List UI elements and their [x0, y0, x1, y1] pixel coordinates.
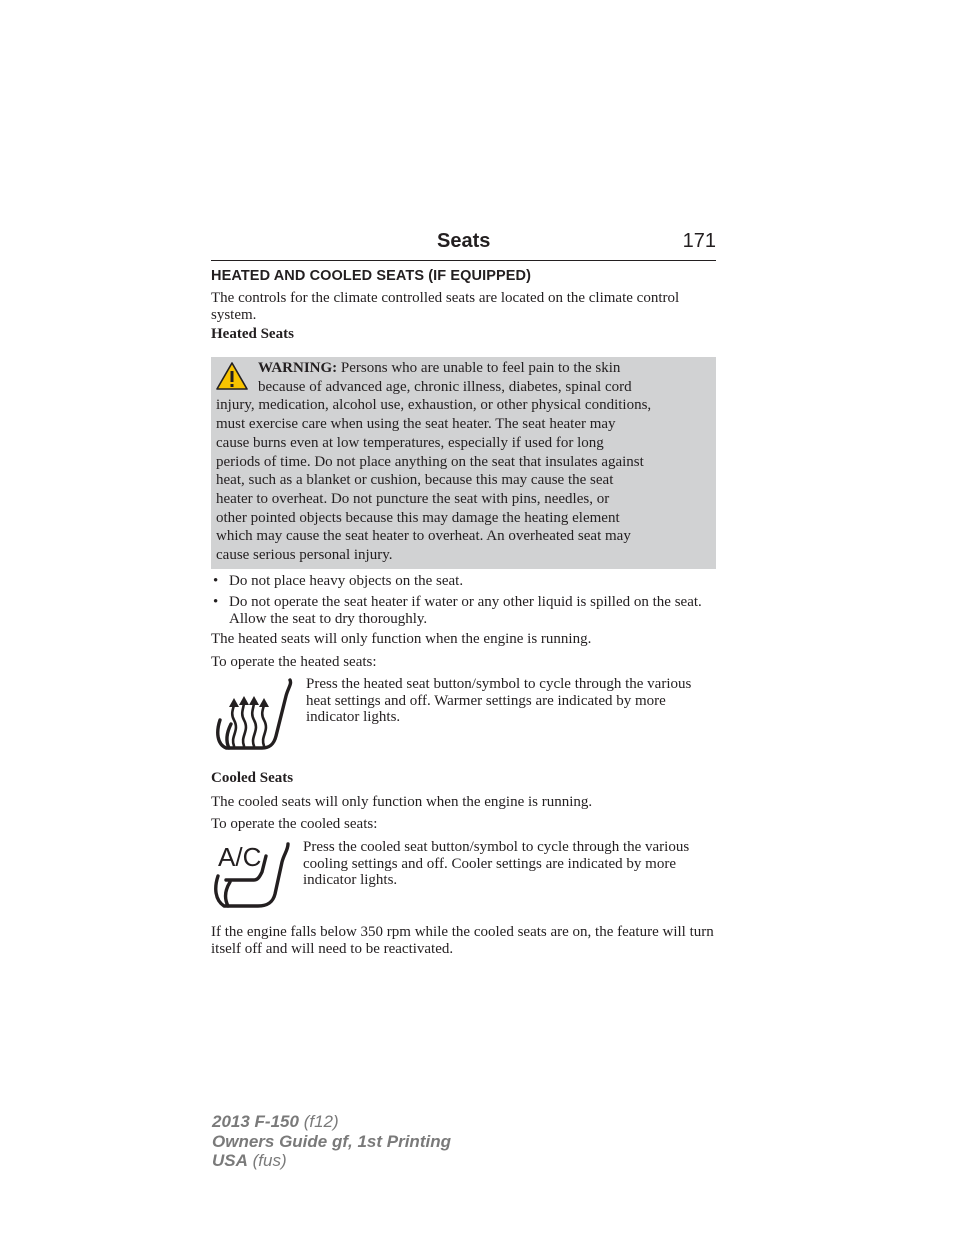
- bullet-dot: •: [213, 573, 219, 589]
- cooled-engine-note: The cooled seats will only function when the engine is running.: [211, 794, 593, 810]
- heated-seat-icon: [212, 676, 296, 752]
- bullet-text: Do not operate the seat heater if water or any other liquid is spilled on the seat. Allow the seat to dry thoroughly.: [229, 594, 702, 627]
- warning-line: injury, medication, alcohol use, exhaustion, or other physical conditions,: [216, 397, 652, 414]
- warning-line: heat, such as a blanket or cushion, because this may cause the seat: [216, 472, 614, 489]
- warning-line: must exercise care when using the seat heater. The seat heater may: [216, 416, 616, 433]
- warning-label: WARNING:: [258, 360, 338, 376]
- warning-line: Persons who are unable to feel pain to the skin: [340, 360, 621, 376]
- footer-line-3: [212, 1151, 451, 1171]
- warning-line: heater to overheat. Do not puncture the seat with pins, needles, or: [216, 490, 610, 507]
- warning-line: periods of time. Do not place anything on the seat that insulates against: [216, 453, 644, 470]
- footer-market: USA: [212, 1151, 248, 1170]
- warning-line: because of advanced age, chronic illness, diabetes, spinal cord: [258, 378, 632, 395]
- section-heading: HEATED AND COOLED SEATS (IF EQUIPPED): [211, 268, 532, 284]
- ac-label: A/C: [218, 842, 262, 872]
- warning-line: which may cause the seat heater to overheat. An overheated seat may: [216, 528, 631, 545]
- page-title: Seats: [437, 230, 491, 252]
- heated-engine-note: The heated seats will only function when the engine is running.: [211, 631, 592, 647]
- cooled-seats-heading: Cooled Seats: [211, 770, 294, 786]
- footer-guide: Owners Guide gf, 1st Printing: [212, 1131, 451, 1151]
- footer: [212, 1112, 451, 1171]
- page-header: [211, 230, 716, 261]
- bullet-dot: •: [213, 594, 219, 610]
- warning-box: [211, 357, 716, 569]
- heated-button-text: Press the heated seat button/symbol to cycle through the various heat settings and off. Warmer settings are indicated by more indicator lights.: [306, 676, 692, 725]
- footer-model-code: (f12): [303, 1112, 339, 1131]
- page-number: 171: [682, 230, 716, 252]
- warning-line: cause burns even at low temperatures, especially if used for long: [216, 434, 604, 451]
- cooled-button-text: Press the cooled seat button/symbol to cycle through the various cooling settings and off. Cooler settings are indicated by more indicator lights.: [303, 839, 690, 888]
- heated-operate-intro: To operate the heated seats:: [211, 654, 377, 670]
- warning-line: cause serious personal injury.: [216, 547, 393, 564]
- footer-model: 2013 F-150: [212, 1112, 299, 1131]
- heated-seats-heading: Heated Seats: [211, 326, 294, 342]
- rpm-note: If the engine falls below 350 rpm while the cooled seats are on, the feature will turn itself off and will need to be reactivated.: [211, 924, 714, 957]
- warning-text: [216, 359, 714, 565]
- intro-paragraph: The controls for the climate controlled seats are located on the climate control system.: [211, 290, 680, 323]
- cooled-operate-intro: To operate the cooled seats:: [211, 816, 378, 832]
- footer-line-1: [212, 1112, 451, 1132]
- warning-line: other pointed objects because this may damage the heating element: [216, 509, 620, 526]
- bullet-text: Do not place heavy objects on the seat.: [229, 573, 464, 589]
- cooled-seat-icon: [212, 838, 294, 912]
- footer-line-2: [212, 1132, 451, 1152]
- footer-market-code: (fus): [252, 1151, 287, 1170]
